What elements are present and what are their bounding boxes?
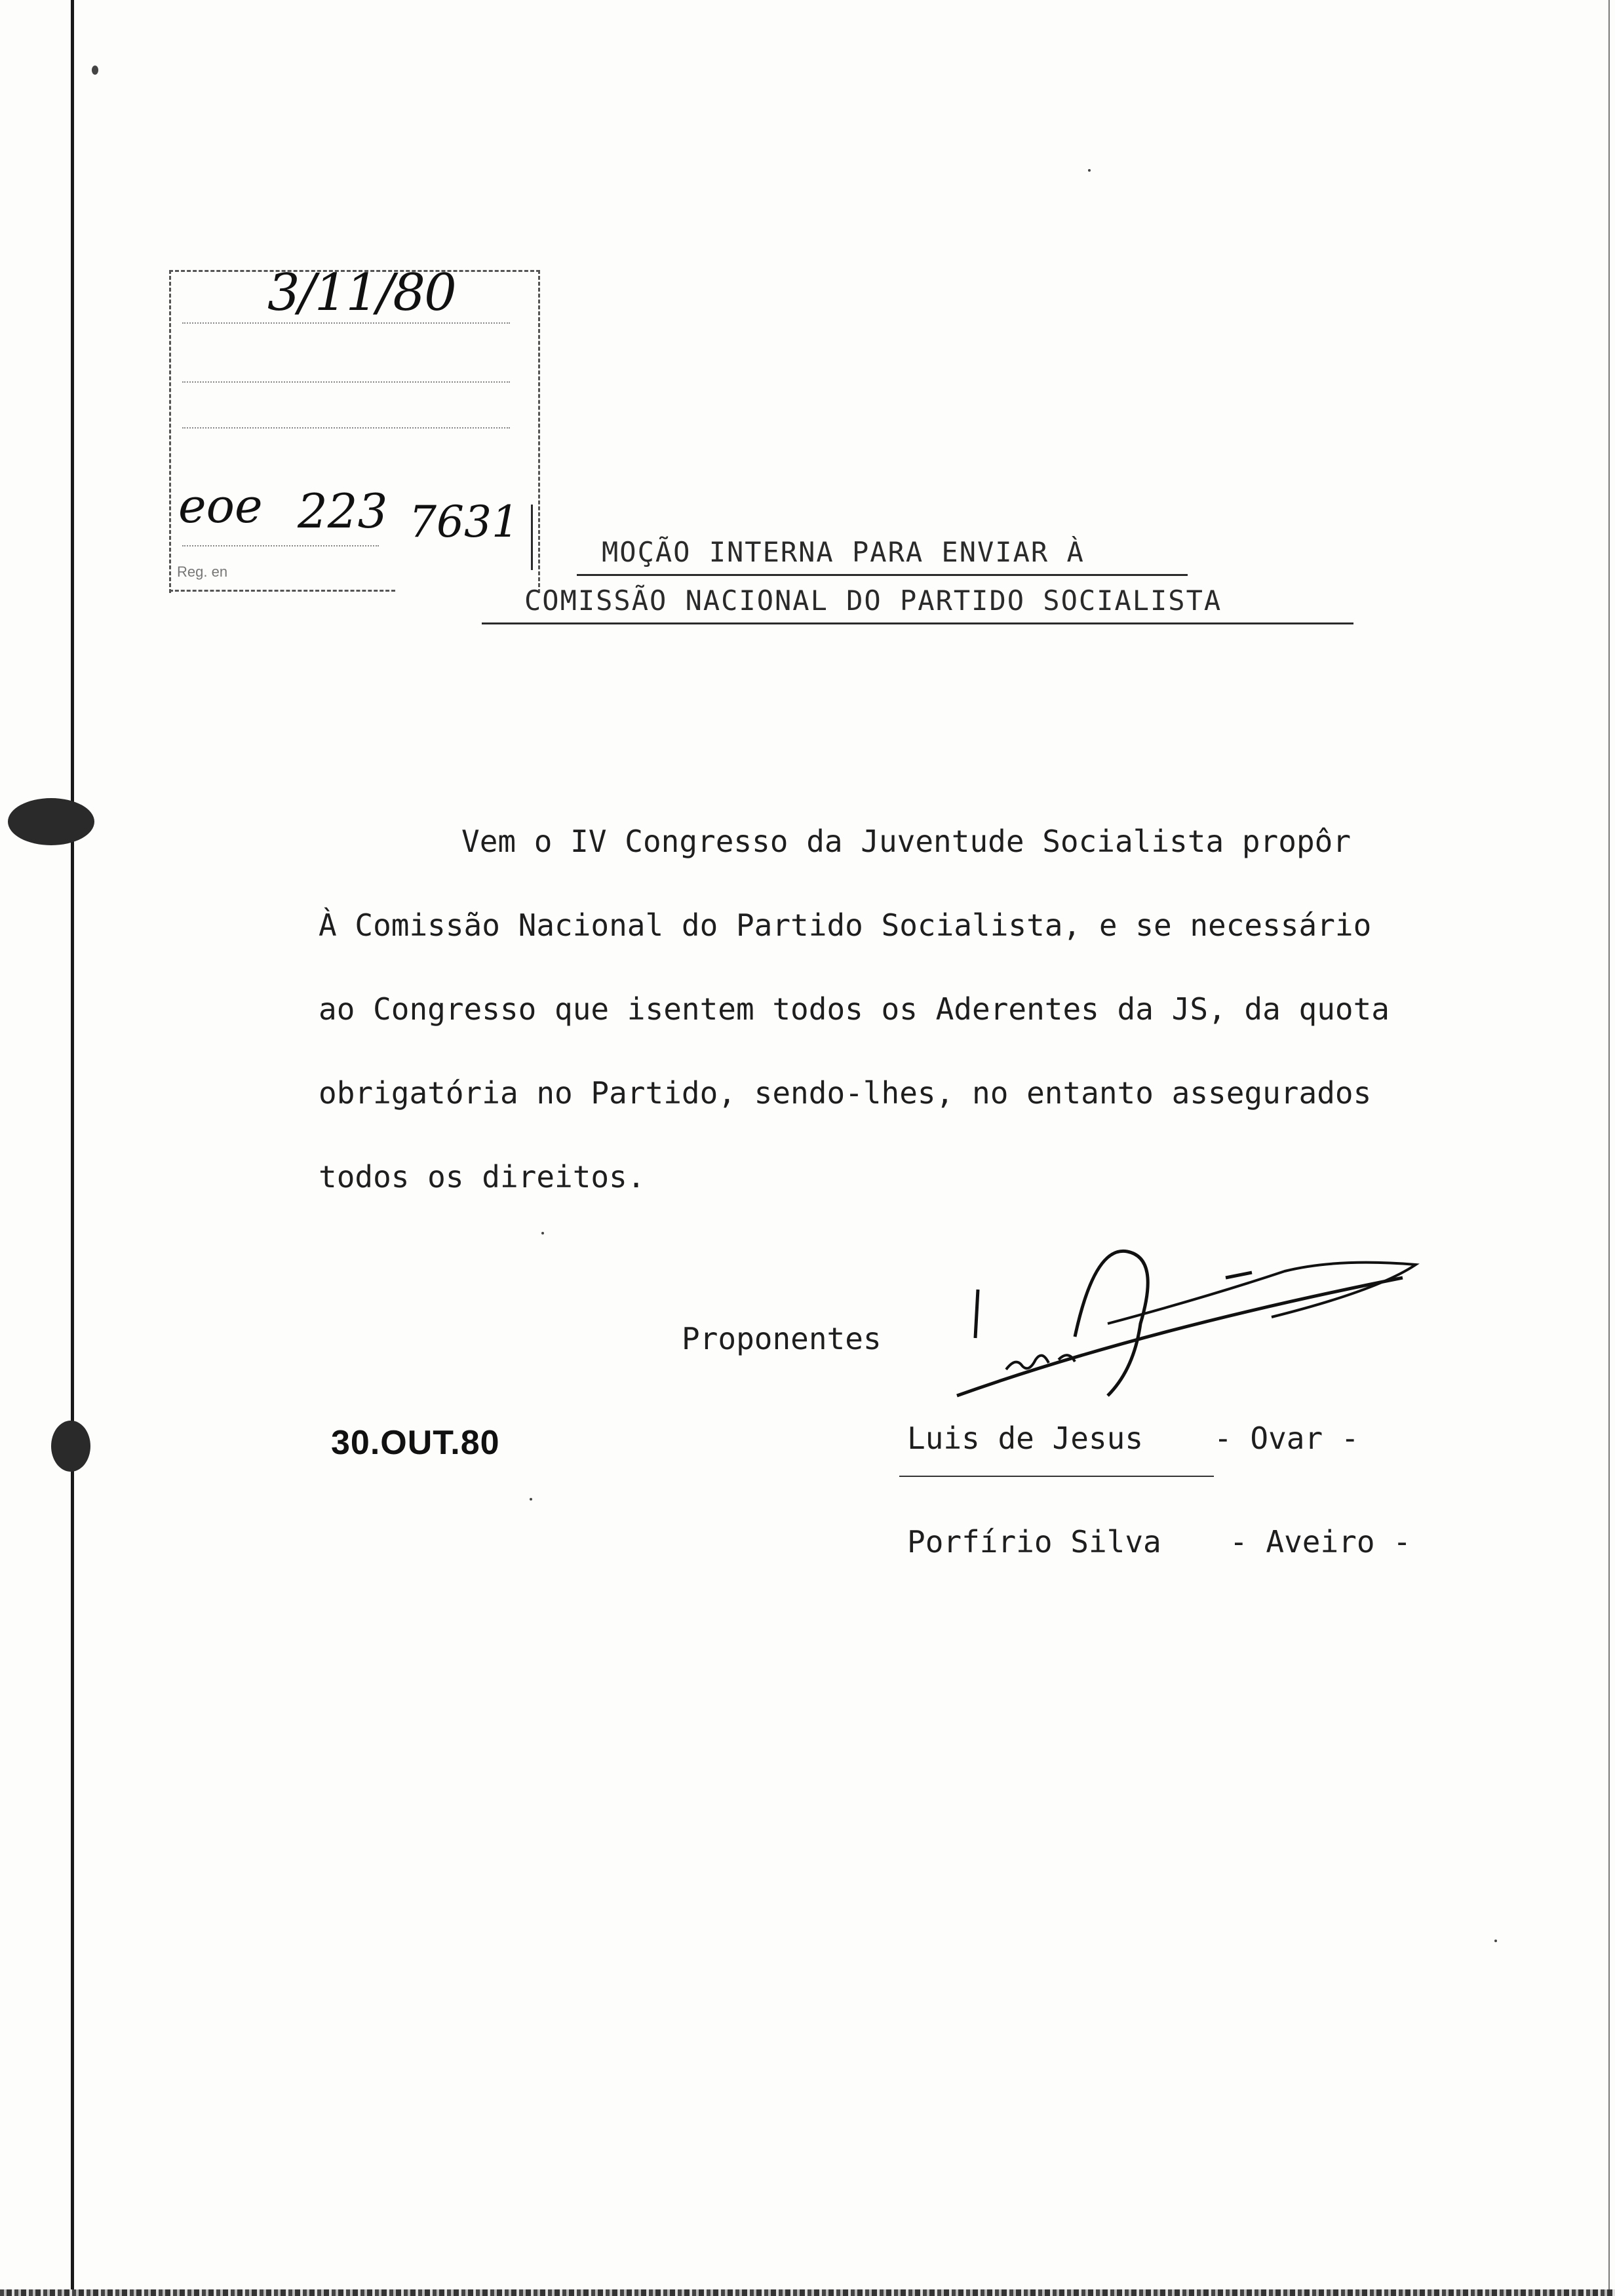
speck <box>541 1232 544 1234</box>
punch-hole-bottom <box>51 1421 90 1472</box>
body-line: obrigatória no Partido, sendo-lhes, no entanto assegurados <box>319 1075 1372 1111</box>
signer-location: - Aveiro - <box>1230 1524 1411 1559</box>
page-edge-bottom <box>0 2289 1615 2296</box>
body-line: Vem o IV Congresso da Juventude Socialista propôr <box>461 824 1352 859</box>
heading-underline-1 <box>577 574 1188 576</box>
stamp-bottom-label: Reg. en <box>177 564 228 580</box>
stamp-registry-code: eoe <box>178 478 263 533</box>
signer-name: Porfírio Silva <box>907 1524 1161 1559</box>
stamp-field-line <box>182 322 510 324</box>
body-line: À Comissão Nacional do Partido Socialista, e se necessário <box>319 908 1372 943</box>
signer-location: - Ovar - <box>1214 1421 1359 1456</box>
page-edge-right <box>1608 0 1610 2296</box>
stamp-registry-number-2: 7631 <box>409 497 519 547</box>
body-line: ao Congresso que isentem todos os Aderentes da JS, da quota <box>319 991 1390 1027</box>
proponents-label: Proponentes <box>682 1321 882 1356</box>
speck <box>92 66 98 75</box>
speck <box>530 1498 532 1501</box>
binding-line <box>71 0 74 2296</box>
signature-image <box>944 1232 1442 1428</box>
heading-line-1: MOÇÃO INTERNA PARA ENVIAR À <box>602 536 1085 568</box>
handwritten-date: 30.OUT.80 <box>331 1424 500 1462</box>
stamp-border-bottom <box>169 590 395 592</box>
stamp-date: 3/11/80 <box>267 263 456 322</box>
heading-bracket <box>531 505 533 570</box>
speck <box>1088 169 1091 172</box>
heading-line-2: COMISSÃO NACIONAL DO PARTIDO SOCIALISTA <box>524 584 1222 617</box>
stamp-field-line <box>182 427 510 429</box>
stamp-field-line <box>182 381 510 383</box>
signer-underline <box>899 1476 1214 1477</box>
heading-underline-2 <box>482 622 1353 624</box>
registration-stamp <box>169 263 544 598</box>
speck <box>1494 1940 1497 1942</box>
stamp-registry-number-1: 223 <box>298 484 388 539</box>
punch-hole-top <box>8 798 94 845</box>
body-line: todos os direitos. <box>319 1159 646 1195</box>
motion-body <box>319 799 1525 1219</box>
signer-name: Luis de Jesus <box>907 1421 1144 1456</box>
stamp-field-line <box>182 545 379 546</box>
